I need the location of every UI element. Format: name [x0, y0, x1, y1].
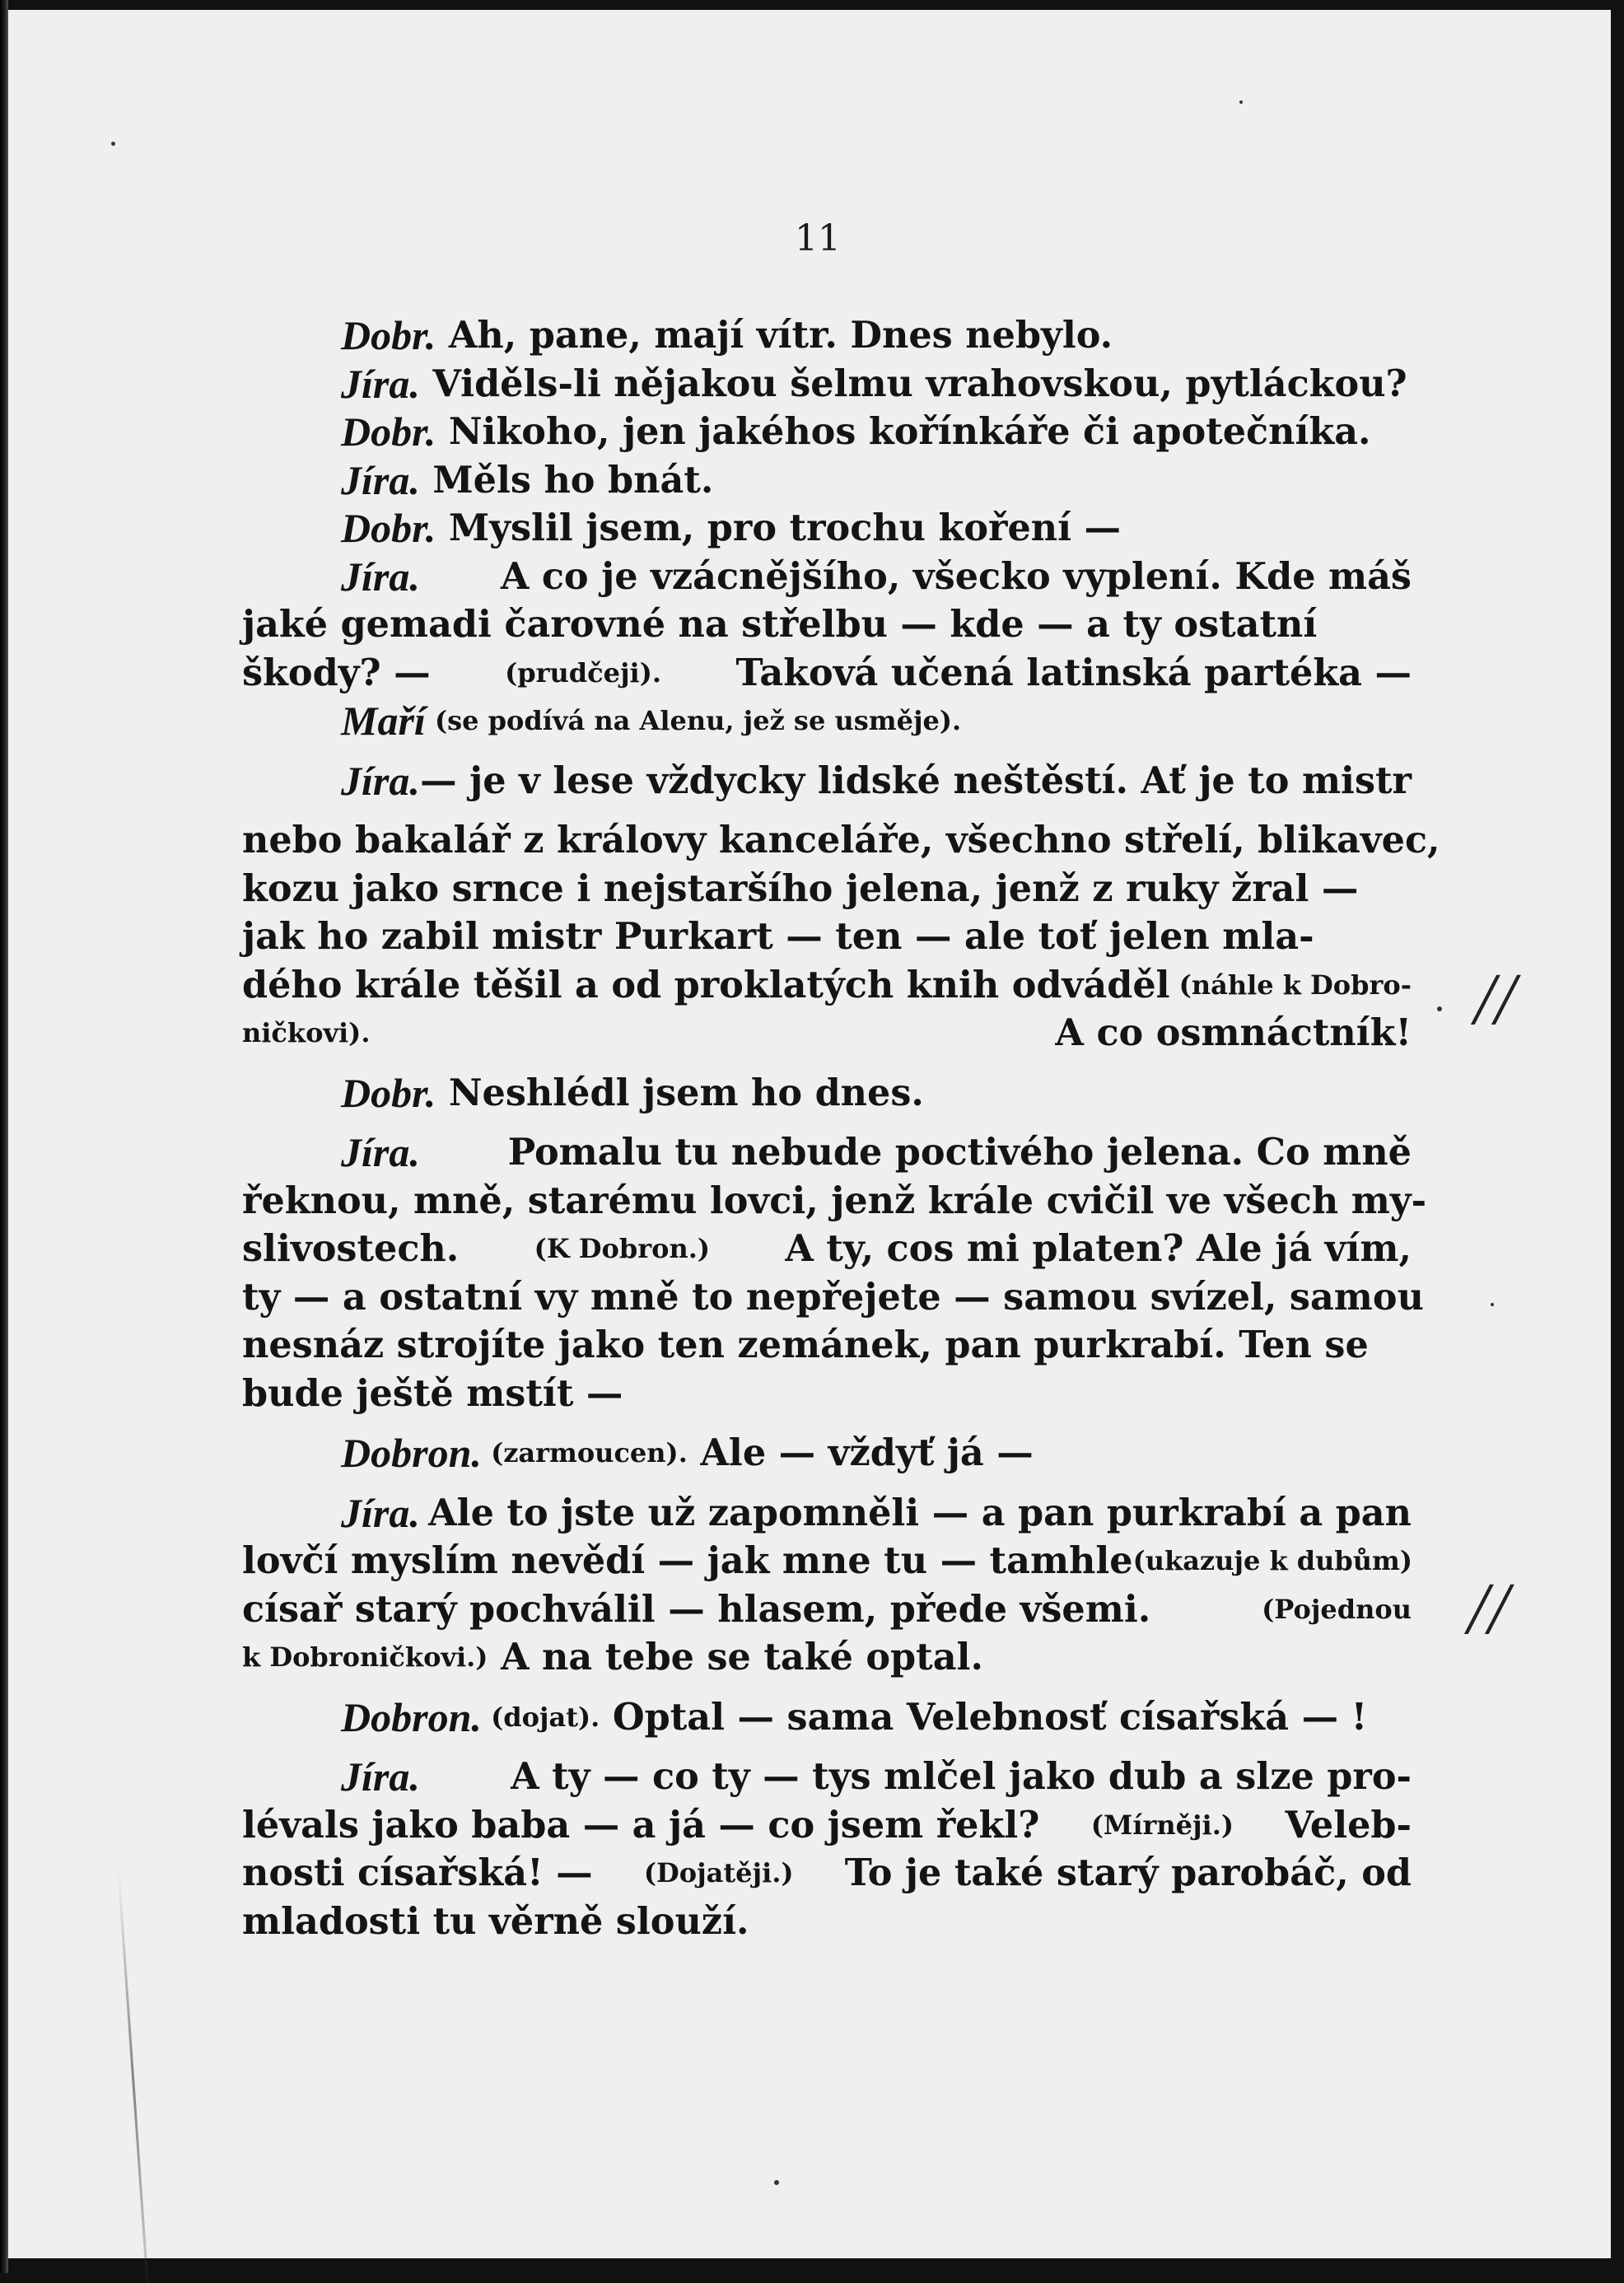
speaker-name: Dobr.: [341, 409, 436, 455]
dialogue-text: kozu jako srnce i nejstaršího jelena, jenž z ruky žral —: [242, 866, 1359, 910]
dialogue-text: A ty, cos mi platen? Ale já vím,: [785, 1227, 1412, 1270]
speaker-name: Dobron.: [341, 1693, 482, 1740]
stage-direction: (náhle k Dobro-: [1178, 969, 1412, 1001]
text-line: [242, 504, 1412, 553]
dialogue-text: nebo bakalář z královy kanceláře, všechno střelí, blikavec,: [242, 819, 1440, 861]
text-line: [242, 1489, 1412, 1538]
dialogue-text: A co osmnáctník!: [1055, 1011, 1412, 1054]
dialogue-text: ty — a ostatní vy mně to nepřejete — samou svízel, samou: [242, 1275, 1424, 1319]
text-line: [242, 1585, 1412, 1634]
text-line: [242, 1801, 1412, 1850]
stage-direction: (Mírněji.): [1090, 1809, 1234, 1841]
text-line: [242, 1898, 1412, 1946]
text-line: [242, 1069, 1412, 1118]
dialogue-text: císař starý pochválil — hlasem, přede všemi.: [242, 1587, 1151, 1631]
speaker-name: Dobr.: [341, 1069, 436, 1116]
page-number: 11: [795, 217, 841, 259]
dialogue-text: dého krále těšil a od proklatých knih odváděl: [242, 963, 1170, 1006]
stage-direction: (Dojatěji.): [643, 1857, 794, 1888]
dialogue-text: Ale — vždyť já —: [700, 1431, 1034, 1474]
stage-direction: (ukazuje k dubům): [1132, 1545, 1413, 1576]
dialogue-text: Pomalu tu nebude poctivého jelena. Co mně: [507, 1131, 1412, 1174]
text-line: [242, 1009, 1412, 1057]
text-line: [242, 1128, 1412, 1177]
speck: [1491, 1303, 1494, 1306]
text-line: [242, 553, 1412, 601]
speaker-name: Jíra.: [341, 1489, 420, 1536]
speck: [111, 142, 115, 146]
dialogue-text: A ty — co ty — tys mlčel jako dub a slze pro-: [511, 1755, 1412, 1798]
dialogue-text: jak ho zabil mistr Purkart — ten — ale toť jelen mla-: [242, 915, 1314, 958]
margin-mark: //: [1474, 959, 1516, 1040]
text-line: [242, 408, 1412, 456]
text-line: [242, 1633, 1412, 1682]
text-line: [242, 600, 1412, 649]
dialogue-text: Taková učená latinská partéka —: [735, 651, 1412, 694]
stage-direction: (dojat).: [491, 1701, 600, 1733]
speaker-name: Jíra.: [341, 456, 420, 503]
text-line: [242, 913, 1412, 961]
dialogue-text: mladosti tu věrně slouží.: [242, 1899, 749, 1943]
stage-direction: (K Dobron.): [534, 1233, 710, 1264]
text-line: [242, 1849, 1412, 1898]
stage-direction: (zarmoucen).: [491, 1437, 688, 1468]
dialogue-text: slivostech.: [242, 1227, 460, 1270]
text-line: [242, 1370, 1412, 1418]
stage-direction: k Dobroničkovi.): [242, 1641, 488, 1673]
dialogue-text: Optal — sama Velebnosť císařská — !: [612, 1695, 1368, 1739]
dialogue-text: lovčí myslím nevědí — jak mne tu — tamhle: [242, 1539, 1133, 1582]
book-page: [8, 10, 1611, 2258]
text-line: [242, 1273, 1424, 1322]
speaker-name: Jíra.: [341, 553, 420, 600]
speck: [774, 2180, 779, 2185]
speaker-name: Jíra.: [341, 757, 420, 804]
dialogue-text: To je také starý parobáč, od: [844, 1851, 1412, 1894]
scan-edge: [0, 0, 8, 2273]
dialogue-text: lévals jako baba — a já — co jsem řekl?: [242, 1803, 1040, 1846]
text-line: [242, 456, 1412, 505]
dialogue-text: A na tebe se také optal.: [501, 1636, 983, 1678]
dialogue-text: nosti císařská! —: [242, 1851, 593, 1894]
text-line: [242, 816, 1440, 865]
text-line: [242, 360, 1412, 409]
dialogue-text: Myslil jsem, pro trochu koření —: [448, 507, 1122, 549]
speck: [1437, 1006, 1442, 1011]
stage-direction: (prudčeji).: [505, 656, 661, 689]
text-line: [242, 1321, 1412, 1370]
play-text: [242, 311, 1440, 1945]
speaker-name: Maří: [341, 698, 426, 744]
text-line: [242, 697, 1412, 745]
dialogue-text: bude ještě mstít —: [242, 1371, 623, 1415]
stage-direction: (se podívá na Alenu, jež se usměje).: [435, 705, 962, 736]
text-line: [242, 757, 1412, 805]
dialogue-text: nesnáz strojíte jako ten zemánek, pan purkrabí. Ten se: [242, 1324, 1369, 1366]
speaker-name: Jíra.: [341, 360, 420, 407]
stage-direction: ničkovi).: [242, 1017, 371, 1048]
dialogue-text: Ale to jste už zapomněli — a pan purkrabí a pan: [428, 1491, 1412, 1534]
speaker-name: Dobr.: [341, 505, 436, 551]
dialogue-text: Veleb-: [1285, 1803, 1412, 1846]
dialogue-text: jaké gemadi čarovné na střelbu — kde — a ty ostatní: [242, 603, 1318, 646]
speaker-name: Jíra.: [341, 1129, 420, 1175]
dialogue-text: Nikoho, jen jakéhos kořínkáře či apotečníka.: [448, 410, 1371, 453]
dialogue-text: Neshlédl jsem ho dnes.: [448, 1071, 924, 1114]
text-line: [242, 649, 1412, 698]
dialogue-text: Ah, pane, mají vítr. Dnes nebylo.: [448, 314, 1113, 357]
dialogue-text: A co je vzácnějšího, všecko vyplení. Kde máš: [500, 554, 1412, 598]
dialogue-text: — je v lese vždycky lidské neštěstí. Ať je to mistr: [420, 759, 1412, 802]
page-crease: [118, 1872, 149, 2283]
dialogue-text: škody? —: [242, 651, 431, 694]
text-line: [242, 961, 1412, 1010]
text-line: [242, 1693, 1412, 1742]
speaker-name: Dobr.: [341, 312, 436, 358]
dialogue-text: Měls ho bnát.: [432, 458, 714, 502]
speck: [1239, 100, 1243, 104]
speaker-name: Jíra.: [341, 1753, 420, 1800]
text-line: [242, 1225, 1412, 1273]
text-line: [242, 1177, 1427, 1226]
speaker-name: Dobron.: [341, 1430, 482, 1476]
text-line: [242, 865, 1412, 913]
stage-direction: (Pojednou: [1262, 1593, 1412, 1625]
text-line: [242, 311, 1412, 360]
margin-mark: //: [1468, 1568, 1510, 1650]
text-line: [242, 1537, 1412, 1585]
text-line: [242, 1429, 1412, 1478]
text-line: [242, 1753, 1412, 1801]
dialogue-text: řeknou, mně, starému lovci, jenž krále cvičil ve všech my-: [242, 1179, 1427, 1222]
dialogue-text: Viděls-li nějakou šelmu vrahovskou, pytláckou?: [432, 362, 1407, 405]
